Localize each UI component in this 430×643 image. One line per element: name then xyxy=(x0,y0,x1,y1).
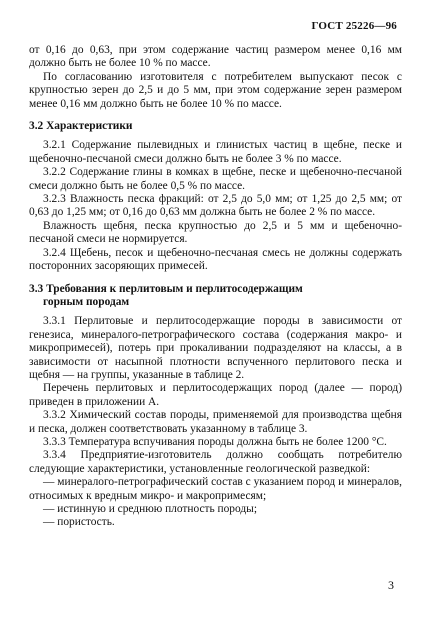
clause-3-3-3: 3.3.3 Температура вспучивания породы должна быть не более 1200 °С. xyxy=(43,435,387,448)
list-item: — пористость. xyxy=(43,516,115,529)
list-item: — истинную и среднюю плотность породы; xyxy=(43,503,257,515)
standard-number-header: ГОСТ 25226—96 xyxy=(311,20,397,32)
clause-3-2-4: 3.2.4 Щебень, песок и щебеночно-песчаная смесь не должны содержать посторонних засоряющих примесей. xyxy=(29,246,402,273)
paragraph: Перечень перлитовых и перлитосодержащих пород (далее — пород) приведен в приложении А. xyxy=(29,382,402,408)
paragraph: По согласованию изготовителя с потребителем выпускают песок с крупностью зерен до 2,5 и до 5 мм, при этом содержание зерен размером менее 0,16 мм должно быть не более 10 % по массе. xyxy=(29,70,402,110)
clause-3-2-1: 3.2.1 Содержание пылевидных и глинистых частиц в щебне, песке и щебеночно-песчаной смеси должно быть не более 3 % по массе. xyxy=(29,139,402,165)
section-heading-3-3 xyxy=(29,283,402,310)
clause-3-3-4: 3.3.4 Предприятие-изготовитель должно сообщать потребителю следующие характеристики, установленные геологической разведкой: xyxy=(29,449,402,475)
list-item: — минералого-петрографический состав с указанием пород и минералов, относимых к вредным микро- и макропримесям; xyxy=(29,476,402,502)
clause-3-2-2: 3.2.2 Содержание глины в комках в щебне, песке и щебеночно-песчаной смеси должно быть не более 0,5 % по массе. xyxy=(29,166,402,192)
document-body xyxy=(29,44,402,530)
section-heading-line: 3.3 Требования к перлитовым и перлитосодержащим xyxy=(29,282,303,295)
paragraph: от 0,16 до 0,63, при этом содержание частиц размером менее 0,16 мм должно быть не более 10 % по массе. xyxy=(29,44,402,70)
section-heading-line: горным породам xyxy=(43,295,130,308)
paragraph: Влажность щебня, песка крупностью до 2,5 и 5 мм и щебеночно-песчаной смеси не нормируется. xyxy=(29,219,402,246)
clause-3-2-3: 3.2.3 Влажность песка фракций: от 2,5 до 5,0 мм; от 1,25 до 2,5 мм; от 0,63 до 1,25 мм; от 0,16 до 0,63 мм должна быть не более 2 % по массе. xyxy=(29,193,402,219)
section-heading-3-2: 3.2 Характеристики xyxy=(29,120,133,133)
clause-3-3-2: 3.3.2 Химический состав породы, применяемой для производства щебня и песка, должен соответствовать указанному в таблице 3. xyxy=(29,409,402,435)
page-number: 3 xyxy=(388,578,394,592)
clause-3-3-1: 3.3.1 Перлитовые и перлитосодержащие породы в зависимости от генезиса, минералого-петрографического состава (содержания макро- и микропримесей), потерь при прокаливании подразделяют на классы, а в зависимости от насыпной плотности вспученного перлитового песка и щебня — на группы, указанные в таблице 2. xyxy=(29,315,402,381)
